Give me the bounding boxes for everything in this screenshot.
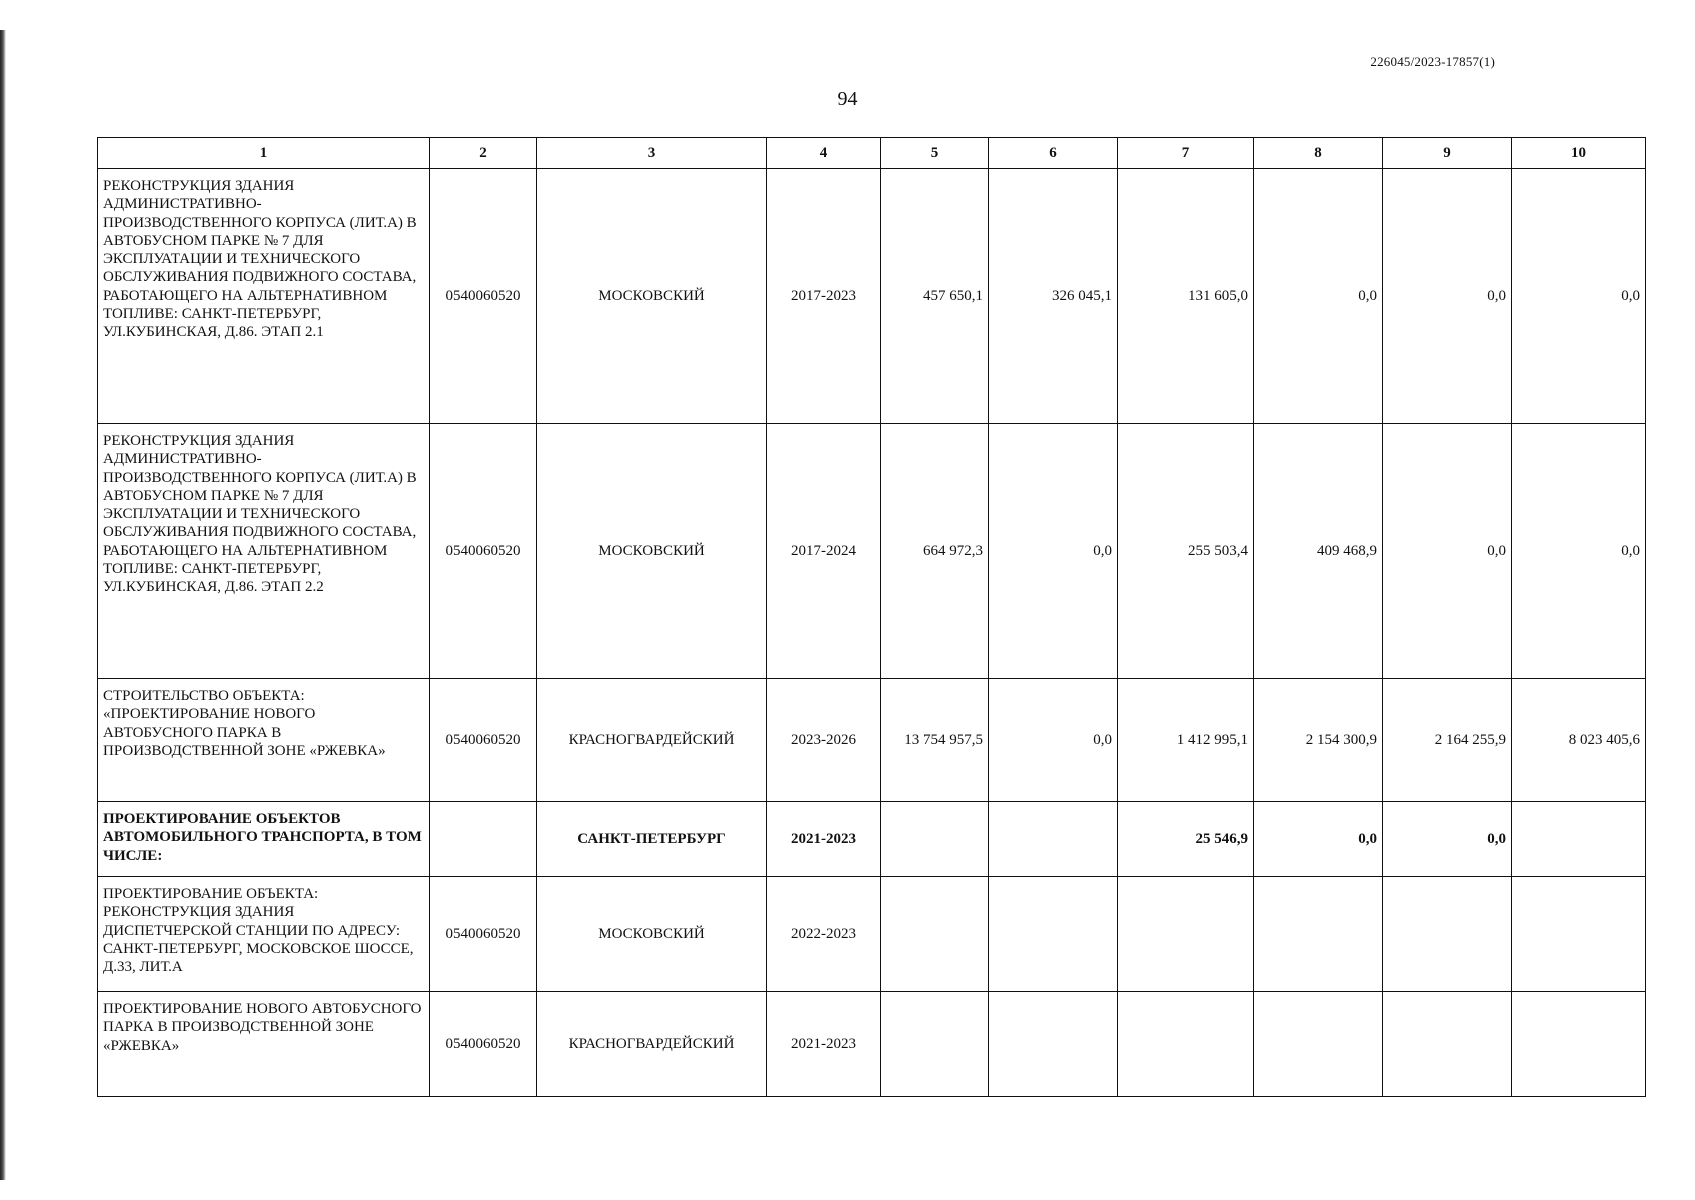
table-row-subtotal: [98, 802, 1646, 877]
table-row: [98, 424, 1646, 679]
table-row: [98, 992, 1646, 1097]
value-col-7: [1118, 992, 1254, 1097]
col-header-1: 1: [98, 138, 430, 169]
value-col-10: [1512, 877, 1646, 992]
value-col-6: [989, 877, 1118, 992]
value-col-10: 0,0: [1512, 424, 1646, 679]
page-number: 94: [837, 88, 858, 110]
header-row: [98, 138, 1646, 169]
value-col-9: [1383, 992, 1512, 1097]
value-col-5: [881, 877, 989, 992]
value-col-9: 0,0: [1383, 802, 1512, 877]
years: 2017-2024: [767, 424, 881, 679]
value-col-9: 0,0: [1383, 169, 1512, 424]
district: МОСКОВСКИЙ: [537, 169, 767, 424]
value-col-5: [881, 802, 989, 877]
value-col-7: 255 503,4: [1118, 424, 1254, 679]
value-col-5: 13 754 957,5: [881, 679, 989, 802]
value-col-8: 2 154 300,9: [1254, 679, 1383, 802]
document-id: 226045/2023-17857(1): [1370, 54, 1495, 69]
object-name: ПРОЕКТИРОВАНИЕ ОБЪЕКТА: РЕКОНСТРУКЦИЯ ЗДАНИЯ ДИСПЕТЧЕРСКОЙ СТАНЦИИ ПО АДРЕСУ: САНКТ-ПЕТЕРБУРГ, МОСКОВСКОЕ ШОССЕ, Д.33, ЛИТ.А: [98, 877, 430, 992]
budget-code: 0540060520: [430, 169, 537, 424]
value-col-10: [1512, 802, 1646, 877]
col-header-7: 7: [1118, 138, 1254, 169]
district: КРАСНОГВАРДЕЙСКИЙ: [537, 679, 767, 802]
value-col-7: [1118, 877, 1254, 992]
value-col-5: 457 650,1: [881, 169, 989, 424]
value-col-5: [881, 992, 989, 1097]
budget-code: 0540060520: [430, 992, 537, 1097]
value-col-7: 1 412 995,1: [1118, 679, 1254, 802]
value-col-10: 0,0: [1512, 169, 1646, 424]
years: 2022-2023: [767, 877, 881, 992]
value-col-6: 0,0: [989, 679, 1118, 802]
value-col-10: [1512, 992, 1646, 1097]
table-row: [98, 679, 1646, 802]
value-col-8: 0,0: [1254, 802, 1383, 877]
value-col-7: 131 605,0: [1118, 169, 1254, 424]
value-col-6: 326 045,1: [989, 169, 1118, 424]
budget-code: 0540060520: [430, 679, 537, 802]
object-name: ПРОЕКТИРОВАНИЕ НОВОГО АВТОБУСНОГО ПАРКА В ПРОИЗВОДСТВЕННОЙ ЗОНЕ «РЖЕВКА»: [98, 992, 430, 1097]
program-table: [97, 137, 1646, 1097]
col-header-8: 8: [1254, 138, 1383, 169]
col-header-9: 9: [1383, 138, 1512, 169]
value-col-9: 0,0: [1383, 424, 1512, 679]
table-row: [98, 169, 1646, 424]
scan-edge-shadow: [0, 30, 6, 1180]
value-col-8: [1254, 992, 1383, 1097]
col-header-6: 6: [989, 138, 1118, 169]
object-name: РЕКОНСТРУКЦИЯ ЗДАНИЯ АДМИНИСТРАТИВНО-ПРОИЗВОДСТВЕННОГО КОРПУСА (ЛИТ.А) В АВТОБУСНОМ ПАРКЕ № 7 ДЛЯ ЭКСПЛУАТАЦИИ И ТЕХНИЧЕСКОГО ОБСЛУЖИВАНИЯ ПОДВИЖНОГО СОСТАВА, РАБОТАЮЩЕГО НА АЛЬТЕРНАТИВНОМ ТОПЛИВЕ: САНКТ-ПЕТЕРБУРГ, УЛ.КУБИНСКАЯ, Д.86. ЭТАП 2.2: [98, 424, 430, 679]
object-name: ПРОЕКТИРОВАНИЕ ОБЪЕКТОВ АВТОМОБИЛЬНОГО ТРАНСПОРТА, В ТОМ ЧИСЛЕ:: [98, 802, 430, 877]
value-col-8: 409 468,9: [1254, 424, 1383, 679]
budget-code: 0540060520: [430, 424, 537, 679]
value-col-6: 0,0: [989, 424, 1118, 679]
table-row: [98, 877, 1646, 992]
value-col-7: 25 546,9: [1118, 802, 1254, 877]
years: 2021-2023: [767, 992, 881, 1097]
col-header-4: 4: [767, 138, 881, 169]
district: МОСКОВСКИЙ: [537, 424, 767, 679]
value-col-8: [1254, 877, 1383, 992]
object-name: РЕКОНСТРУКЦИЯ ЗДАНИЯ АДМИНИСТРАТИВНО-ПРОИЗВОДСТВЕННОГО КОРПУСА (ЛИТ.А) В АВТОБУСНОМ ПАРКЕ № 7 ДЛЯ ЭКСПЛУАТАЦИИ И ТЕХНИЧЕСКОГО ОБСЛУЖИВАНИЯ ПОДВИЖНОГО СОСТАВА, РАБОТАЮЩЕГО НА АЛЬТЕРНАТИВНОМ ТОПЛИВЕ: САНКТ-ПЕТЕРБУРГ, УЛ.КУБИНСКАЯ, Д.86. ЭТАП 2.1: [98, 169, 430, 424]
value-col-6: [989, 992, 1118, 1097]
value-col-6: [989, 802, 1118, 877]
district: САНКТ-ПЕТЕРБУРГ: [537, 802, 767, 877]
value-col-8: 0,0: [1254, 169, 1383, 424]
col-header-5: 5: [881, 138, 989, 169]
district: КРАСНОГВАРДЕЙСКИЙ: [537, 992, 767, 1097]
object-name: СТРОИТЕЛЬСТВО ОБЪЕКТА: «ПРОЕКТИРОВАНИЕ НОВОГО АВТОБУСНОГО ПАРКА В ПРОИЗВОДСТВЕННОЙ ЗОНЕ «РЖЕВКА»: [98, 679, 430, 802]
years: 2023-2026: [767, 679, 881, 802]
value-col-10: 8 023 405,6: [1512, 679, 1646, 802]
years: 2017-2023: [767, 169, 881, 424]
years: 2021-2023: [767, 802, 881, 877]
budget-code: [430, 802, 537, 877]
col-header-3: 3: [537, 138, 767, 169]
budget-code: 0540060520: [430, 877, 537, 992]
value-col-5: 664 972,3: [881, 424, 989, 679]
district: МОСКОВСКИЙ: [537, 877, 767, 992]
value-col-9: [1383, 877, 1512, 992]
col-header-10: 10: [1512, 138, 1646, 169]
value-col-9: 2 164 255,9: [1383, 679, 1512, 802]
col-header-2: 2: [430, 138, 537, 169]
